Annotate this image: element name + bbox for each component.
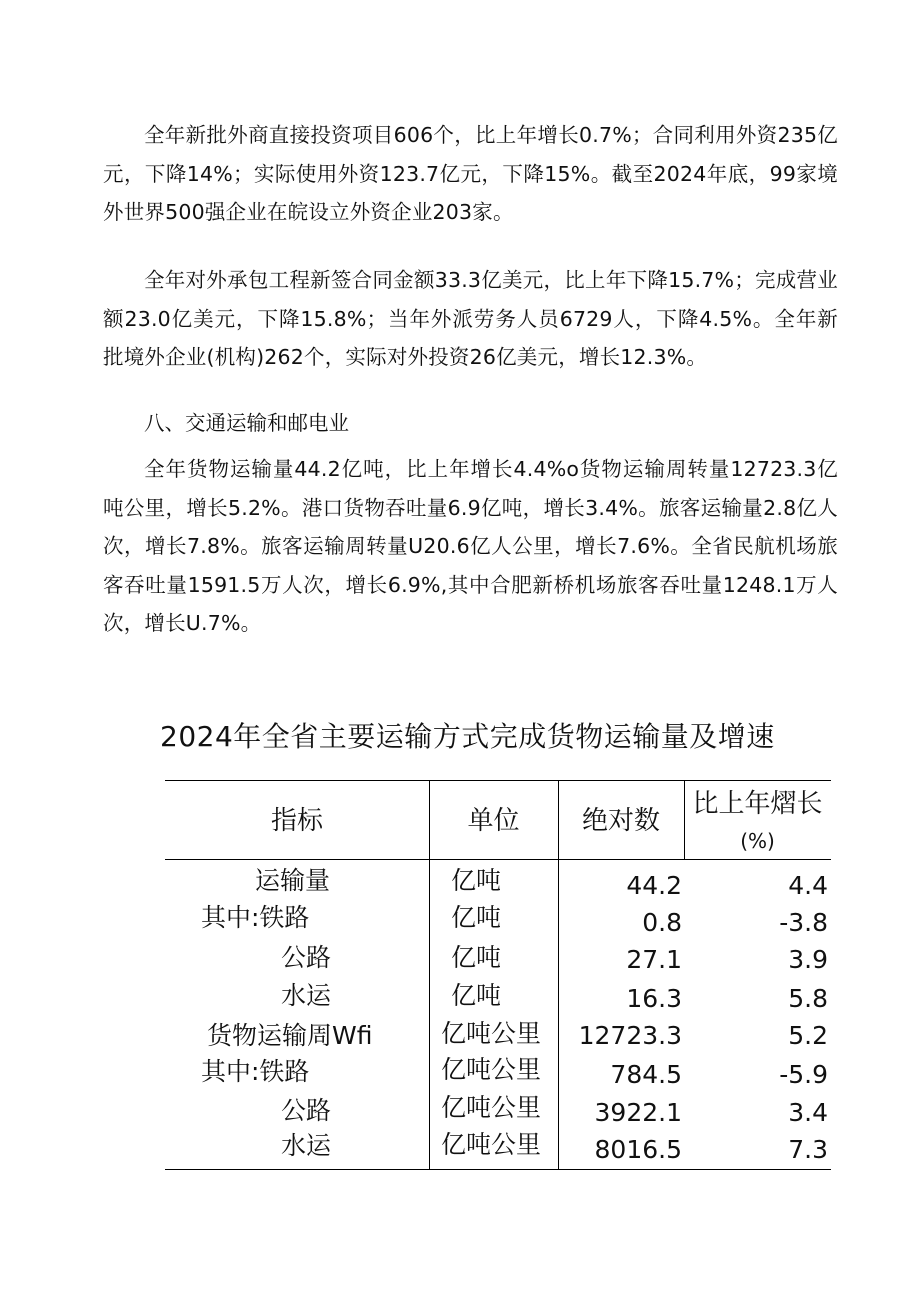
row-indicator: 货物运输周Wfi <box>207 1021 373 1050</box>
row-value: 12723.3 <box>578 1021 682 1050</box>
header-indicator: 指标 <box>270 806 323 836</box>
row-indicator: 其中:铁路 <box>201 1057 310 1086</box>
paragraph-foreign-investment: 全年新批外商直接投资项目606个，比上年增长0.7%；合同利用外资235亿元，下降14%；实际使用外资123.7亿元，下降15%。截至2024年底，99家境外世界500强企业在皖设立外资企业203家。 <box>103 123 838 224</box>
row-growth: -3.8 <box>779 908 828 937</box>
header-growth-unit: (%) <box>740 829 775 853</box>
row-value: 16.3 <box>626 984 682 1013</box>
row-growth: 3.9 <box>788 945 828 974</box>
row-value: 3922.1 <box>594 1098 682 1127</box>
row-unit: 亿吨 <box>451 903 502 932</box>
row-growth: 5.2 <box>788 1021 828 1050</box>
row-growth: 4.4 <box>788 871 828 900</box>
row-growth: 3.4 <box>788 1098 828 1127</box>
section-heading: 八、交通运输和邮电业 <box>144 411 349 435</box>
row-indicator: 水运 <box>281 1131 332 1160</box>
row-indicator: 运输量 <box>255 866 331 895</box>
row-value: 27.1 <box>626 945 682 974</box>
row-unit: 亿吨 <box>451 943 502 972</box>
row-unit: 亿吨公里 <box>441 1019 542 1048</box>
header-unit: 单位 <box>467 806 520 836</box>
row-unit: 亿吨 <box>451 866 502 895</box>
freight-table <box>165 780 831 1170</box>
row-growth: 5.8 <box>788 984 828 1013</box>
row-unit: 亿吨公里 <box>441 1093 542 1122</box>
paragraph-overseas-contracting: 全年对外承包工程新签合同金额33.3亿美元，比上年下降15.7%；完成营业额23.0亿美元，下降15.8%；当年外派劳务人员6729人，下降4.5%。全年新批境外企业(机构)262个，实际对外投资26亿美元，增长12.3%。 <box>103 268 838 369</box>
row-value: 44.2 <box>626 871 682 900</box>
row-unit: 亿吨 <box>451 981 502 1010</box>
row-value: 784.5 <box>610 1060 682 1089</box>
row-value: 8016.5 <box>594 1135 682 1164</box>
row-growth: -5.9 <box>779 1060 828 1089</box>
paragraph-transport: 全年货物运输量44.2亿吨，比上年增长4.4%o货物运输周转量12723.3亿吨公里，增长5.2%。港口货物吞吐量6.9亿吨，增长3.4%。旅客运输量2.8亿人次，增长7.8%。旅客运输周转量U20.6亿人公里，增长7.6%。全省民航机场旅客吞吐量1591.5万人次，增长6.9%,其中合肥新桥机场旅客吞吐量1248.1万人次，增长U.7%。 <box>103 457 838 635</box>
row-indicator: 其中:铁路 <box>201 903 310 932</box>
row-growth: 7.3 <box>788 1135 828 1164</box>
table-title: 2024年全省主要运输方式完成货物运输量及增速 <box>160 720 775 753</box>
row-indicator: 公路 <box>281 1096 332 1125</box>
row-unit: 亿吨公里 <box>441 1055 542 1084</box>
row-unit: 亿吨公里 <box>441 1130 542 1159</box>
row-indicator: 水运 <box>281 981 332 1010</box>
header-divider <box>165 859 831 860</box>
row-value: 0.8 <box>642 908 682 937</box>
column-divider <box>429 781 430 1169</box>
row-indicator: 公路 <box>281 943 332 972</box>
header-growth: 比上年熠长 <box>692 789 823 819</box>
header-absolute: 绝对数 <box>581 806 660 836</box>
